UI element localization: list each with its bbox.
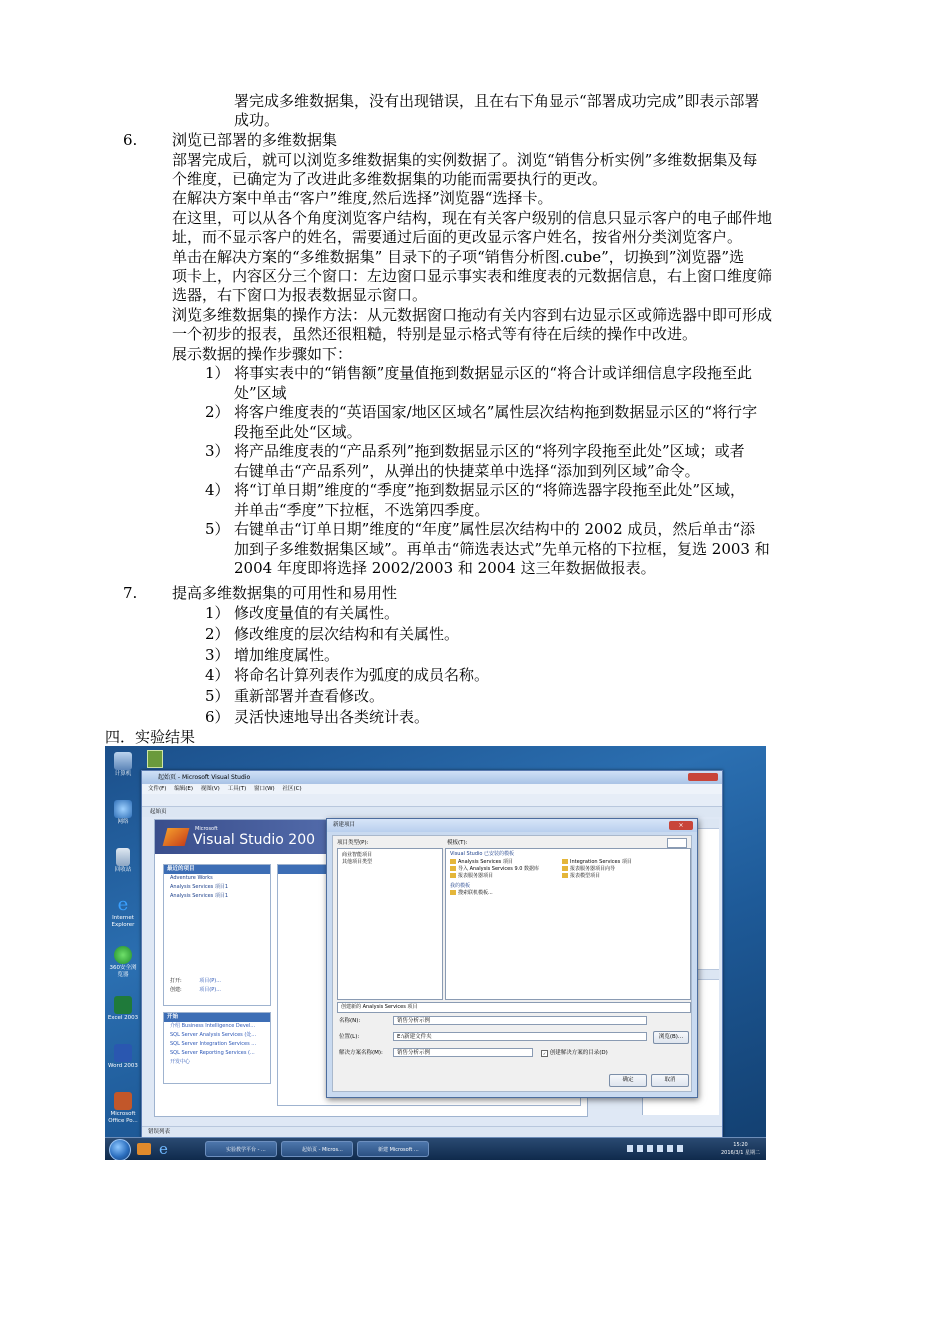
step-line: 将事实表中的“销售额”度量值拖到数据显示区的“将合计或详细信息字段拖至此 [234, 364, 753, 382]
solution-name-label: 解决方案名称(M): [339, 1050, 383, 1056]
create-label: 创建: [170, 987, 182, 993]
result-screenshot [105, 746, 766, 1160]
step-line: 右键单击“产品系列”，从弹出的快捷菜单中选择“添加到列区域”命令。 [234, 462, 700, 480]
installed-templates-header: Visual Studio 已安装的模板 [450, 851, 515, 857]
open-project-link[interactable]: 项目(P)... [199, 978, 221, 984]
taskbar-clock[interactable] [721, 1141, 760, 1157]
tree-item[interactable]: 其他项目类型 [342, 859, 373, 865]
template-item: 导入 Analysis Services 9.0 数据库 [450, 866, 539, 873]
step-line: 将命名计算列表作为弧度的成员名称。 [234, 666, 490, 684]
templates-list [445, 848, 691, 1000]
vs-title-bar: 起始页 - Microsoft Visual Studio [142, 771, 722, 784]
new-project-dialog [326, 818, 698, 1098]
desktop-icon-360-browser[interactable]: 360安全浏览器 [107, 946, 139, 979]
browse-button[interactable]: 浏览(B)... [653, 1031, 689, 1044]
menu-edit[interactable]: 编辑(E) [174, 786, 193, 792]
name-input[interactable]: 销售分析示例 [393, 1016, 647, 1025]
cancel-button[interactable]: 取消 [651, 1074, 689, 1087]
step-number: 4） [205, 666, 230, 684]
clock-time: 15:20 [733, 1142, 748, 1148]
vs-infinity-icon [163, 828, 190, 846]
menu-window[interactable]: 窗口(W) [253, 786, 275, 792]
taskbar-item[interactable]: 实验教学平台 - ... [205, 1141, 277, 1157]
create-directory-checkbox[interactable]: ✓ 创建解决方案的目录(D) [542, 1050, 608, 1056]
taskbar-item[interactable]: 新建 Microsoft ... [357, 1141, 429, 1157]
section-number: 7. [123, 584, 138, 602]
template-icon [450, 859, 456, 864]
clock-date: 2016/3/1 星期二 [720, 1150, 760, 1156]
step-line: 修改度量值的有关属性。 [234, 604, 400, 622]
recent-item[interactable]: Adventure Works [170, 875, 213, 881]
windows-taskbar [105, 1137, 766, 1160]
templates-label: 模板(T): [447, 840, 468, 846]
step-number: 3） [205, 646, 230, 664]
dialog-close-button[interactable]: × [669, 821, 693, 830]
para-line: 成功。 [234, 111, 280, 129]
step-line: 重新部署并查看修改。 [234, 687, 385, 705]
step-number: 5） [205, 520, 230, 538]
section-title: 浏览已部署的多维数据集 [172, 131, 338, 149]
start-link[interactable]: 介绍 Business Intelligence Devel... [170, 1023, 256, 1029]
start-link[interactable]: 开发中心 [170, 1059, 191, 1065]
location-label: 位置(L): [339, 1034, 360, 1040]
create-project-link[interactable]: 项目(P)... [199, 987, 221, 993]
open-label: 打开: [170, 978, 182, 984]
search-icon [450, 890, 456, 895]
search-online-templates: 搜索联机模板... [450, 890, 493, 897]
recent-item[interactable]: Analysis Services 项目1 [170, 884, 229, 890]
section-title: 提高多维数据集的可用性和易用性 [172, 584, 398, 602]
step-line: 增加维度属性。 [234, 646, 340, 664]
para-line: 署完成多维数据集，没有出现错误，且在右下角显示“部署成功完成”即表示部署 [234, 92, 760, 110]
ie-icon[interactable]: e [159, 1140, 168, 1158]
step-line: 右键单击“订单日期”维度的“年度”属性层次结构中的 2002 成员，然后单击“添 [234, 520, 756, 538]
quicklaunch-icon[interactable] [137, 1143, 151, 1155]
template-item: Analysis Services 项目 [450, 859, 513, 866]
vs-menu-bar [142, 784, 722, 794]
para-line: 单击在解决方案的“多维数据集” 目录下的子项“销售分析图.cube”，切换到”浏览器”选 [172, 248, 745, 266]
name-label: 名称(N): [339, 1018, 361, 1024]
template-icon [450, 866, 456, 871]
recent-projects-header: 最近的项目 [164, 865, 270, 874]
menu-tools[interactable]: 工具(T) [227, 786, 247, 792]
para-line: 项卡上，内容区分三个窗口：左边窗口显示事实表和维度表的元数据信息，右上窗口维度筛 [172, 267, 773, 285]
step-number: 4） [205, 481, 230, 499]
template-item: 报表模型项目 [562, 873, 600, 880]
para-line: 一个初步的报表，虽然还很粗糙，特别是显示格式等有待在后续的操作中改进。 [172, 325, 698, 343]
para-line: 址，而不显示客户的姓名，需要通过后面的更改显示客户姓名，按省州分类浏览客户。 [172, 228, 743, 246]
para-line: 浏览多维数据集的操作方法：从元数据窗口拖动有关内容到右边显示区或筛选器中即可形成 [172, 306, 773, 324]
step-line: 并单击“季度”下拉框，不选第四季度。 [234, 501, 490, 519]
step-line: 修改维度的层次结构和有关属性。 [234, 625, 460, 643]
step-line: 段拖至此处“区域。 [234, 423, 362, 441]
para-line: 个维度，已确定为了改进此多维数据集的功能而需要执行的更改。 [172, 170, 608, 188]
step-line: 灵活快速地导出各类统计表。 [234, 708, 430, 726]
step-number: 3） [205, 442, 230, 460]
step-number: 2） [205, 403, 230, 421]
template-icon [562, 859, 568, 864]
vs-status-bar: 错误列表 [142, 1126, 722, 1137]
desktop-icon-recycle-bin[interactable]: 回收站 [107, 848, 139, 874]
project-types-label: 项目类型(P): [337, 840, 369, 846]
vs-microsoft-label: Microsoft [195, 826, 218, 832]
desktop-icon-computer[interactable]: 计算机 [107, 752, 139, 778]
step-number: 1） [205, 364, 230, 382]
para-line: 展示数据的操作步骤如下： [172, 345, 353, 363]
desktop-icon-ie[interactable]: e Internet Explorer [111, 894, 135, 928]
section-number: 6. [123, 131, 138, 149]
template-item: 报表服务器项目向导 [562, 866, 615, 873]
desktop-icon-network[interactable]: 网络 [107, 800, 139, 826]
dialog-title: 新建项目 [327, 819, 697, 832]
getting-started-panel [163, 1012, 271, 1084]
folder-icon[interactable] [147, 750, 163, 768]
step-line: 将客户维度表的“英语国家/地区区域名”属性层次结构拖到数据显示区的“将行字 [234, 403, 758, 421]
window-controls[interactable] [688, 773, 718, 781]
checkbox-checked-icon: ✓ [542, 1051, 547, 1056]
start-button[interactable] [109, 1139, 131, 1160]
solution-name-input[interactable]: 销售分析示例 [393, 1048, 533, 1057]
visual-studio-window [141, 770, 723, 1138]
desktop-icon-powerpoint[interactable]: Microsoft Office Po... [107, 1092, 139, 1125]
tray-icons[interactable] [627, 1145, 687, 1152]
template-description: 创建新的 Analysis Services 项目 [341, 1004, 418, 1010]
dialog-body [332, 835, 692, 1092]
view-toggle-icon[interactable] [667, 838, 687, 848]
step-number: 2） [205, 625, 230, 643]
taskbar-item[interactable]: 起始页 - Micros... [281, 1141, 353, 1157]
vs-toolbar [142, 794, 722, 807]
getting-started-header: 开始 [164, 1013, 270, 1022]
step-number: 1） [205, 604, 230, 622]
menu-file[interactable]: 文件(F) [148, 786, 167, 792]
vs-logo: Visual Studio 200 [193, 832, 316, 848]
template-icon [562, 866, 568, 871]
para-line: 部署完成后，就可以浏览多维数据集的实例数据了。浏览“销售分析实例”多维数据集及每 [172, 151, 758, 169]
menu-community[interactable]: 社区(C) [282, 786, 302, 792]
ie-icon: e [117, 894, 129, 915]
project-types-tree [337, 848, 443, 1000]
menu-view[interactable]: 视图(V) [200, 786, 220, 792]
step-line: 加到子多维数据集区域”。再单击“筛选表达式”先单元格的下拉框，复选 2003 和 [234, 540, 770, 558]
tab-start-page[interactable]: 起始页 [142, 807, 722, 817]
location-select[interactable]: E:\新建文件夹 [393, 1032, 647, 1041]
template-icon [450, 873, 456, 878]
para-line: 在这里，可以从各个角度浏览客户结构，现在有关客户级别的信息只显示客户的电子邮件地 [172, 209, 773, 227]
ok-button[interactable]: 确定 [609, 1074, 647, 1087]
recent-projects-panel [163, 864, 271, 1006]
para-line: 选器，右下窗口为报表数据显示窗口。 [172, 286, 428, 304]
description-box [337, 1002, 691, 1013]
desktop-icon-excel[interactable]: Excel 2003 [107, 996, 139, 1022]
step-line: 处”区域 [234, 384, 287, 402]
template-item: 报表服务器项目 [450, 873, 493, 880]
step-line: 将“订单日期”维度的“季度”拖到数据显示区的“将筛选器字段拖至此处”区域， [234, 481, 746, 499]
para-line: 在解决方案中单击“客户”维度,然后选择”浏览器“选择卡。 [172, 189, 553, 207]
recent-item[interactable]: Analysis Services 项目1 [170, 893, 229, 899]
step-number: 5） [205, 687, 230, 705]
template-icon [562, 873, 568, 878]
tree-item[interactable]: 商业智能项目 [342, 852, 373, 858]
section-heading: 四．实验结果 [105, 728, 196, 746]
my-templates-header: 我的模板 [450, 883, 471, 889]
step-number: 6） [205, 708, 230, 726]
step-line: 2004 年度即将选择 2002/2003 和 2004 这三年数据做报表。 [234, 559, 656, 577]
start-link[interactable]: SQL Server Reporting Services (... [170, 1050, 255, 1056]
start-link[interactable]: SQL Server Analysis Services (处... [170, 1032, 257, 1038]
desktop-icon-word[interactable]: Word 2003 [107, 1044, 139, 1070]
template-item: Integration Services 项目 [562, 859, 632, 866]
start-link[interactable]: SQL Server Integration Services ... [170, 1041, 257, 1047]
step-line: 将产品维度表的“产品系列”拖到数据显示区的“将列字段拖至此处”区域；或者 [234, 442, 745, 460]
